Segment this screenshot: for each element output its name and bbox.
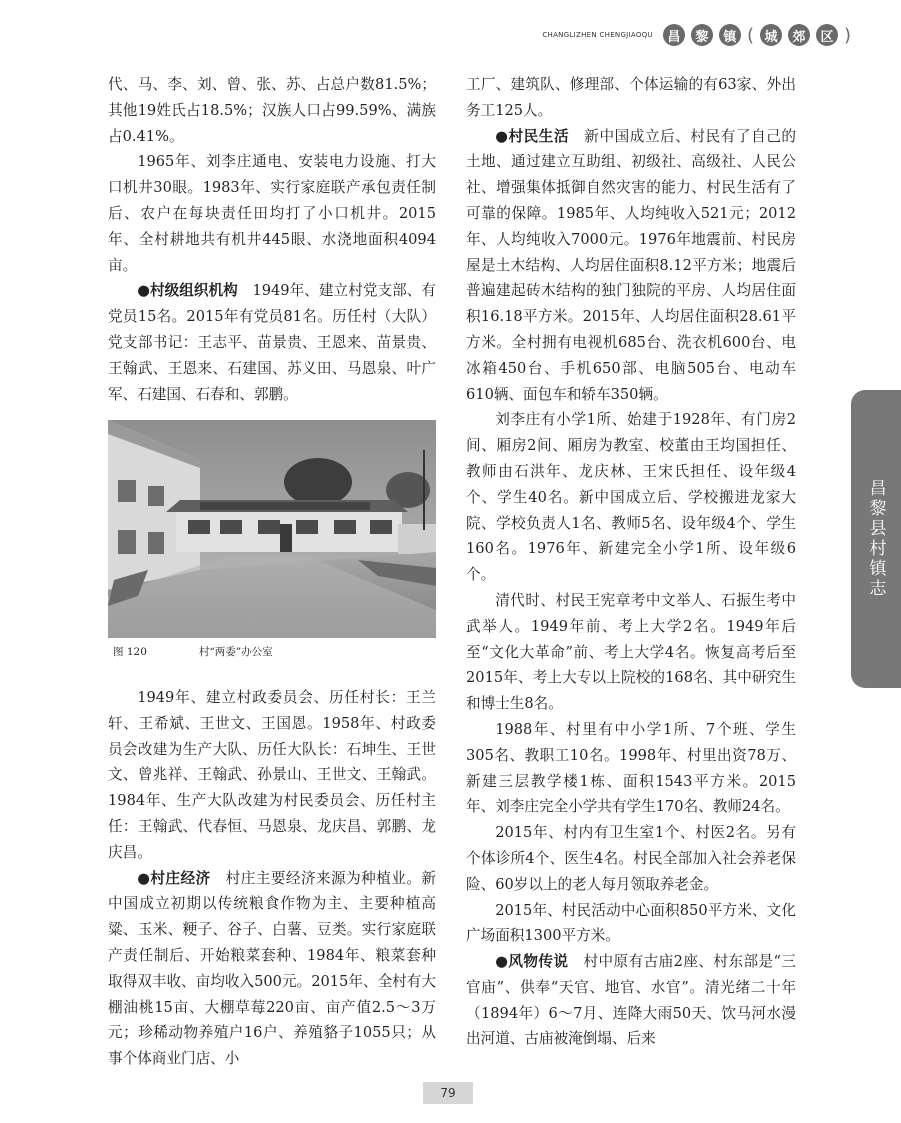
paragraph: 工厂、建筑队、修理部、个体运输的有63家、外出务工125人。 [466, 76, 796, 119]
paragraph: 代、马、李、刘、曾、张、苏、占总户数81.5%；其他19姓氏占18.5%；汉族人口占99.59%、满族占0.41%。 [108, 76, 436, 145]
paragraph: ●村级组织机构 1949年、建立村党支部、有党员15名。2015年有党员81名。历任村（大队）党支部书记：王志平、苗景贵、王恩来、苗景贵、王翰武、王恩来、石建国、苏义田、马恩泉、叶广军、石建国、石春和、郭鹏。 [108, 282, 436, 403]
left-column-top [108, 72, 436, 407]
header-title-char: 黎 [691, 24, 713, 46]
page-number: 79 [423, 1082, 473, 1104]
paragraph: 清代时、村民王宪章考中文举人、石振生考中武举人。1949年前、考上大学2名。1949年后至“文化大革命”前、考上大学4名。恢复高考后至2015年、考上大专以上院校的168名、其中研究生和博士生8名。 [466, 591, 796, 713]
header-pinyin: CHANGLIZHEN CHENGJIAOQU [542, 31, 653, 39]
paragraph: 1965年、刘李庄通电、安装电力设施、打大口机井30眼。1983年、实行家庭联产承包责任制后、农户在每块责任田均打了小口机井。2015年、全村耕地共有机井445眼、水浇地面积4094亩。 [108, 153, 436, 274]
section-heading: ●村级组织机构 [137, 282, 238, 300]
paragraph: 2015年、村民活动中心面积850平方米、文化广场面积1300平方米。 [466, 901, 796, 945]
figure-caption [113, 644, 273, 659]
header-title-char: 镇 [719, 24, 741, 46]
paragraph: 刘李庄有小学1所、始建于1928年、有门房2间、厢房2间、厢房为教室、校董由王均国担任、教师由石洪年、龙庆林、王宋氏担任、设年级4个、学生40名。新中国成立后、学校搬进龙家大院、学校负责人1名、教师5名、设年级4个、学生160名。1976年、新建完全小学1所、设年级6个。 [466, 411, 796, 584]
section-heading: ●村庄经济 [137, 869, 211, 887]
figure-title: 村“两委”办公室 [198, 646, 273, 658]
figure-label: 图 120 [113, 646, 147, 658]
header-paren-close: ) [843, 24, 851, 46]
header-sub-char: 郊 [788, 24, 810, 46]
paragraph: ●村民生活 新中国成立后、村民有了自己的土地、通过建立互助组、初级社、高级社、人民公社、增强集体抵御自然灾害的能力、村民生活有了可靠的保障。1985年、人均纯收入521元；2012年、人均纯收入7000元。1976年地震前、村民房屋是土木结构、人均居住面积8.12平方米；地震后普遍建起砖木结构的独门独院的平房、人均居住面积16.18平方米。2015年、人均居住面积28.61平方米。全村拥有电视机685台、洗衣机600台、电冰箱450台、手机650部、电脑505台、电动车610辆、面包车和轿车350辆。 [466, 127, 796, 403]
header-sub-char: 区 [816, 24, 838, 46]
paragraph: ●村庄经济 村庄主要经济来源为种植业。新中国成立初期以传统粮食作物为主、主要种植高粱、玉米、粳子、谷子、白薯、豆类。实行家庭联产责任制后、开始粮菜套种、1984年、粮菜套种取得双丰收、亩均收入500元。2015年、全村有大棚油桃15亩、大棚草莓220亩、亩产值2.5～3万元；珍稀动物养殖户16户、养殖貉子1055只；从事个体商业门店、小 [108, 869, 436, 1068]
section-heading: ●村民生活 [495, 127, 570, 145]
section-heading: ●风物传说 [495, 953, 569, 971]
header-sub-char: 城 [760, 24, 782, 46]
page-header [542, 20, 851, 50]
side-tab-label: 昌黎县村镇志 [865, 479, 886, 599]
figure-photo [108, 420, 436, 638]
header-paren-open: ( [746, 24, 754, 46]
header-title-char: 昌 [663, 24, 685, 46]
side-tab [851, 390, 901, 688]
paragraph: 1949年、建立村政委员会、历任村长：王兰轩、王希斌、王世文、王国恩。1958年、村政委员会改建为生产大队、历任大队长：石坤生、王世文、曾兆祥、王翰武、孙景山、王世文、王翰武。1984年、生产大队改建为村民委员会、历任村主任：王翰武、代春恒、马恩泉、龙庆昌、郭鹏、龙庆昌。 [108, 689, 436, 861]
paragraph: 1988年、村里有中小学1所、7个班、学生305名、教职工10名。1998年、村里出资78万、新建三层教学楼1栋、面积1543平方米。2015年、刘李庄完全小学共有学生170名、教师24名。 [466, 720, 796, 816]
left-column-bottom [108, 685, 436, 1072]
right-column [466, 72, 796, 1052]
paragraph: 2015年、村内有卫生室1个、村医2名。另有个体诊所4个、医生4名。村民全部加入社会养老保险、60岁以上的老人每月领取养老金。 [466, 824, 796, 893]
paragraph: ●风物传说 村中原有古庙2座、村东部是“三官庙”、供奉“天官、地官、水官”。清光绪二十年（1894年）6～7月、连降大雨50天、饮马河水漫出河道、古庙被淹倒塌、后来 [466, 953, 797, 1048]
